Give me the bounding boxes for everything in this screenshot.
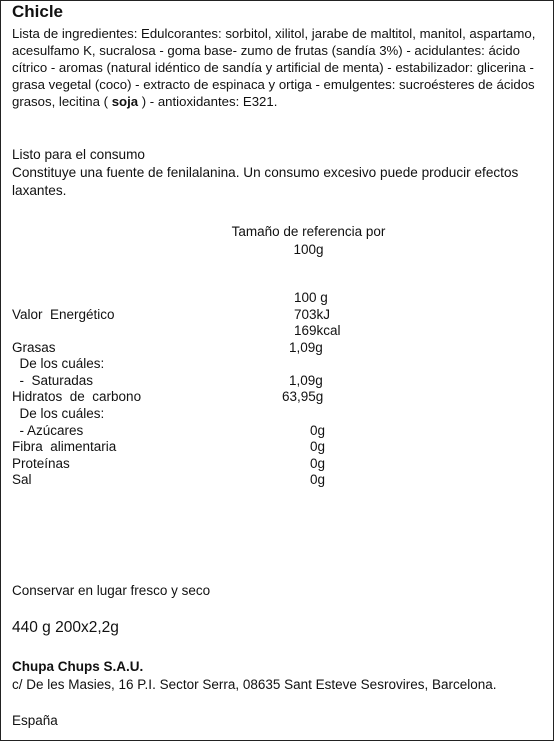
nutrition-value: 703kJ bbox=[294, 307, 331, 322]
reference-line-1: Tamaño de referencia por bbox=[231, 224, 386, 239]
country-of-origin: España bbox=[12, 713, 58, 728]
nutrition-label: - Azúcares bbox=[12, 423, 84, 438]
ingredients-text-end: ) - antioxidantes: E321. bbox=[138, 94, 278, 109]
nutrition-row bbox=[1, 339, 554, 356]
nutrition-value: 169kcal bbox=[294, 323, 341, 338]
nutrition-row bbox=[1, 438, 554, 455]
nutrition-row bbox=[1, 422, 554, 439]
nutrition-value: 0g bbox=[310, 472, 326, 487]
ingredients-list bbox=[12, 25, 547, 110]
storage-instructions: Conservar en lugar fresco y seco bbox=[12, 583, 211, 598]
nutrition-label: Sal bbox=[12, 472, 32, 487]
nutrition-value: 1,09g bbox=[289, 340, 323, 355]
nutrition-label: De los cuáles: bbox=[12, 356, 105, 371]
ready-to-eat-note: Listo para el consumo bbox=[12, 147, 145, 162]
product-title: Chicle bbox=[12, 2, 64, 21]
nutrition-row bbox=[1, 405, 554, 422]
phenylalanine-warning: Constituye una fuente de fenilalanina. Un consumo excesivo puede producir efectos laxantes. bbox=[12, 165, 519, 198]
nutrition-value: 0g bbox=[310, 439, 326, 454]
nutrition-column-header-row bbox=[1, 289, 554, 306]
company-name: Chupa Chups S.A.U. bbox=[12, 659, 144, 674]
nutrition-value: 1,09g bbox=[289, 373, 323, 388]
nutrition-row bbox=[1, 322, 554, 339]
nutrition-column-header: 100 g bbox=[294, 290, 328, 305]
nutrition-row bbox=[1, 455, 554, 472]
nutrition-row bbox=[1, 372, 554, 389]
net-quantity: 440 g 200x2,2g bbox=[12, 619, 119, 636]
usage-notes bbox=[12, 146, 542, 200]
nutrition-label: Valor Energético bbox=[12, 307, 115, 322]
nutrition-row bbox=[1, 355, 554, 372]
nutrition-label: Fibra alimentaria bbox=[12, 439, 117, 454]
nutrition-value: 0g bbox=[310, 423, 326, 438]
nutrition-label: De los cuáles: bbox=[12, 406, 105, 421]
nutrition-label: Hidratos de carbono bbox=[12, 389, 142, 404]
nutrition-row bbox=[1, 471, 554, 488]
company-address: c/ De les Masies, 16 P.I. Sector Serra, 08635 Sant Esteve Sesrovires, Barcelona. bbox=[12, 677, 497, 692]
reference-line-2: 100g bbox=[293, 242, 324, 257]
nutrition-value: 63,95g bbox=[282, 389, 324, 404]
nutrition-label: Proteínas bbox=[12, 456, 70, 471]
nutrition-reference-heading bbox=[206, 223, 411, 259]
ingredients-text: Lista de ingredientes: Edulcorantes: sorbitol, xilitol, jarabe de maltitol, manitol, aspartamo, acesulfamo K, sucralosa - goma base- zumo de frutas (sandía 3%) - acidulantes: ácido cítrico - aromas (natural idéntico de sandía y artificial de menta) - estabilizador: glicerina - grasa vegetal (coco) - extracto de espinaca y ortiga - emulgentes: sucroésteres de ácidos grasos, lecitina ( bbox=[12, 26, 536, 109]
nutrition-label: - Saturadas bbox=[12, 373, 94, 388]
nutrition-row bbox=[1, 306, 554, 323]
nutrition-row bbox=[1, 388, 554, 405]
nutrition-label: Grasas bbox=[12, 340, 56, 355]
allergen-highlight: soja bbox=[111, 94, 139, 109]
nutrition-value: 0g bbox=[310, 456, 326, 471]
